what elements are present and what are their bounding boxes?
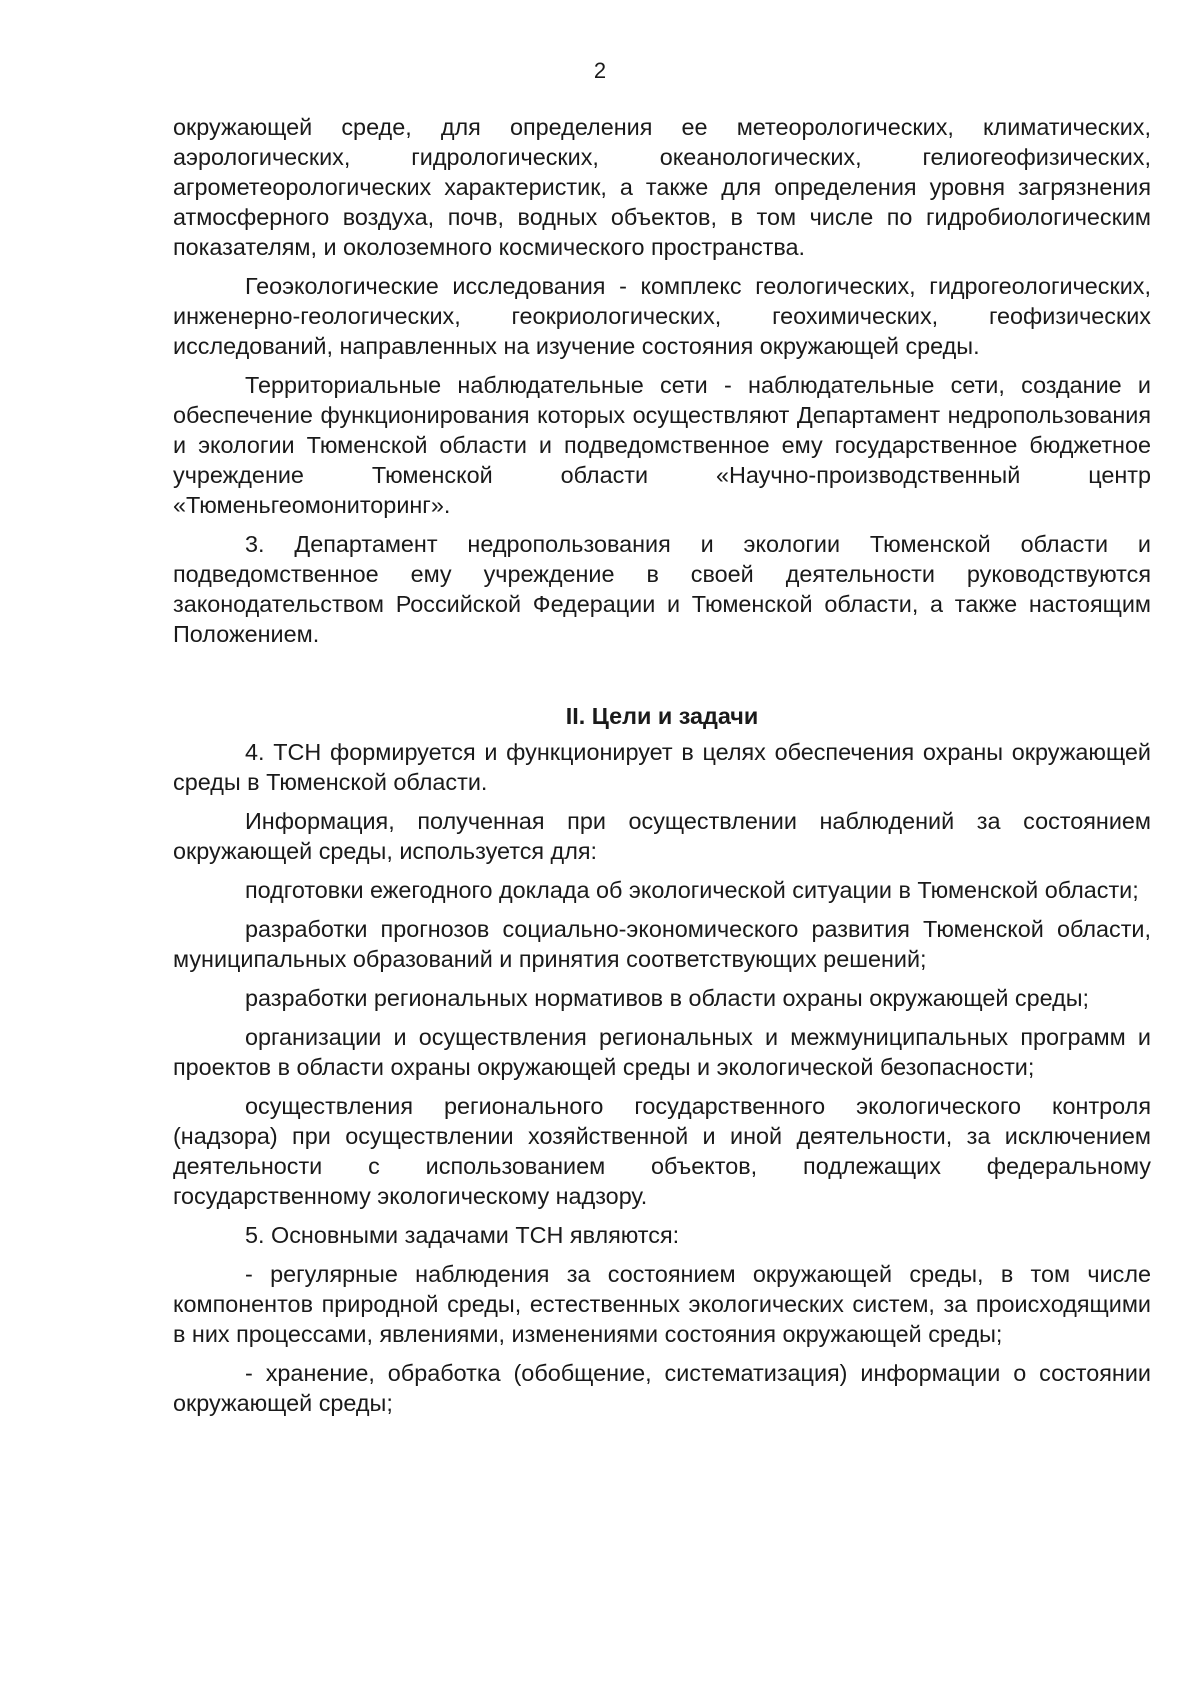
section-heading-goals: II. Цели и задачи (565, 703, 759, 729)
list-item-state-control: осуществления регионального государственного экологического контроля (надзора) при осуществлении хозяйственной и иной деятельности, за исключением деятельности с использованием объектов, подлежащих федеральному государственному экологическому надзору. (173, 1093, 1151, 1209)
paragraph-definition-continued: окружающей среде, для определения ее метеорологических, климатических, аэрологических, гидрологических, океанологических, гелиогеофизических, агрометеорологических характеристик, а также для определения уровня загрязнения атмосферного воздуха, почв, водных объектов, в том числе по гидробиологическим показателям, и околоземного космического пространства. (173, 114, 1151, 260)
list-item-storage-processing: - хранение, обработка (обобщение, систематизация) информации о состоянии окружающей среды; (173, 1360, 1151, 1416)
paragraph-information-usage: Информация, полученная при осуществлении наблюдений за состоянием окружающей среды, используется для: (173, 808, 1151, 864)
paragraph-geoecological-research: Геоэкологические исследования - комплекс геологических, гидрогеологических, инженерно-геологических, геокриологических, геохимических, геофизических исследований, направленных на изучение состояния окружающей среды. (173, 273, 1151, 359)
list-item-annual-report: подготовки ежегодного доклада об экологической ситуации в Тюменской области; (245, 877, 1139, 903)
list-item-regional-standards: разработки региональных нормативов в области охраны окружающей среды; (245, 985, 1090, 1011)
paragraph-clause-5: 5. Основными задачами ТСН являются: (245, 1222, 680, 1248)
paragraph-clause-4: 4. ТСН формируется и функционирует в целях обеспечения охраны окружающей среды в Тюменской области. (173, 739, 1151, 795)
paragraph-clause-3: 3. Департамент недропользования и экологии Тюменской области и подведомственное ему учреждение в своей деятельности руководствуются законодательством Российской Федерации и Тюменской области, а также настоящим Положением. (173, 531, 1151, 647)
paragraph-territorial-networks: Территориальные наблюдательные сети - наблюдательные сети, создание и обеспечение функционирования которых осуществляют Департамент недропользования и экологии Тюменской области и подведомственное ему государственное бюджетное учреждение Тюменской области «Научно-производственный центр «Тюменьгеомониторинг». (173, 372, 1151, 518)
list-item-programs: организации и осуществления региональных и межмуниципальных программ и проектов в области охраны окружающей среды и экологической безопасности; (173, 1024, 1151, 1080)
page-number: 2 (593, 58, 607, 83)
document-body (173, 112, 1151, 1427)
list-item-forecasts: разработки прогнозов социально-экономического развития Тюменской области, муниципальных образований и принятия соответствующих решений; (173, 916, 1151, 972)
list-item-regular-observations: - регулярные наблюдения за состоянием окружающей среды, в том числе компонентов природной среды, естественных экологических систем, за происходящими в них процессами, явлениями, изменениями состояния окружающей среды; (173, 1261, 1151, 1347)
